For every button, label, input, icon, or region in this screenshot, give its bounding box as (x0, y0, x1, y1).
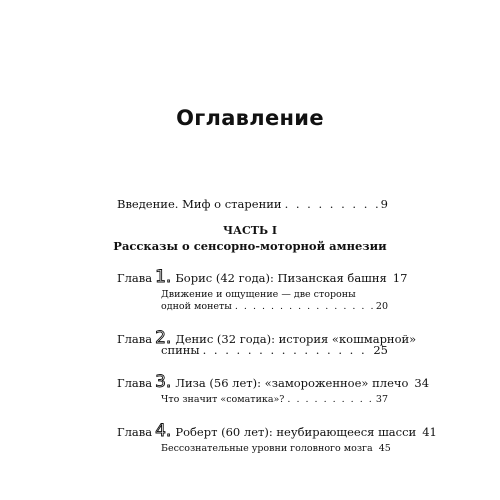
sub-title: Бессознательные уровни головного мозга (161, 443, 373, 454)
chapter-title: Борис (42 года): Пизанская башня (175, 271, 387, 285)
sub-page: 37 (375, 394, 388, 405)
chapter-page: 17 (392, 271, 408, 285)
toc-entry-intro (117, 197, 388, 211)
chapter-label: Глава (117, 425, 153, 439)
sub-title: Движение и ощущение — две стороны (161, 289, 356, 300)
leader-dots (285, 197, 378, 211)
page-title: Оглавление (176, 106, 324, 130)
toc-sub-1 (161, 301, 388, 312)
sub-title: Что значит «соматика»? (161, 394, 285, 405)
chapter-number: 2. (155, 328, 172, 348)
chapter-label: Глава (117, 271, 153, 285)
toc-entry-title: Введение. Миф о старении (117, 197, 282, 211)
chapter-title-cont: спины (161, 343, 200, 357)
toc-chapter-1 (117, 267, 408, 287)
chapter-number: 3. (155, 372, 172, 392)
sub-page: 45 (378, 443, 391, 454)
leader-dots (203, 343, 371, 357)
toc-sub-4 (161, 443, 391, 454)
toc-chapter-4 (117, 421, 437, 441)
chapter-page: 25 (373, 343, 388, 357)
toc-entry-page: 9 (380, 197, 388, 211)
chapter-label: Глава (117, 332, 153, 346)
chapter-title: Лиза (56 лет): «замороженное» плечо (175, 376, 409, 390)
part-subtitle: Рассказы о сенсорно-моторной амнезии (113, 239, 387, 253)
chapter-page: 34 (414, 376, 430, 390)
sub-title-cont: одной монеты (161, 301, 232, 312)
toc-sub-3 (161, 394, 388, 405)
chapter-page: 41 (422, 425, 437, 439)
chapter-number: 1. (155, 267, 172, 287)
leader-dots (235, 301, 373, 312)
chapter-label: Глава (117, 376, 153, 390)
chapter-title: Денис (32 года): история «кошмарной» (175, 332, 417, 346)
chapter-title: Роберт (60 лет): неубирающееся шасси (175, 425, 417, 439)
sub-page: 20 (375, 301, 388, 312)
toc-sub-1-line1 (161, 289, 356, 300)
toc-chapter-3 (117, 372, 430, 392)
part-label: ЧАСТЬ I (223, 224, 277, 237)
chapter-number: 4. (155, 421, 172, 441)
toc-chapter-2-cont (161, 343, 388, 357)
leader-dots (287, 394, 373, 405)
